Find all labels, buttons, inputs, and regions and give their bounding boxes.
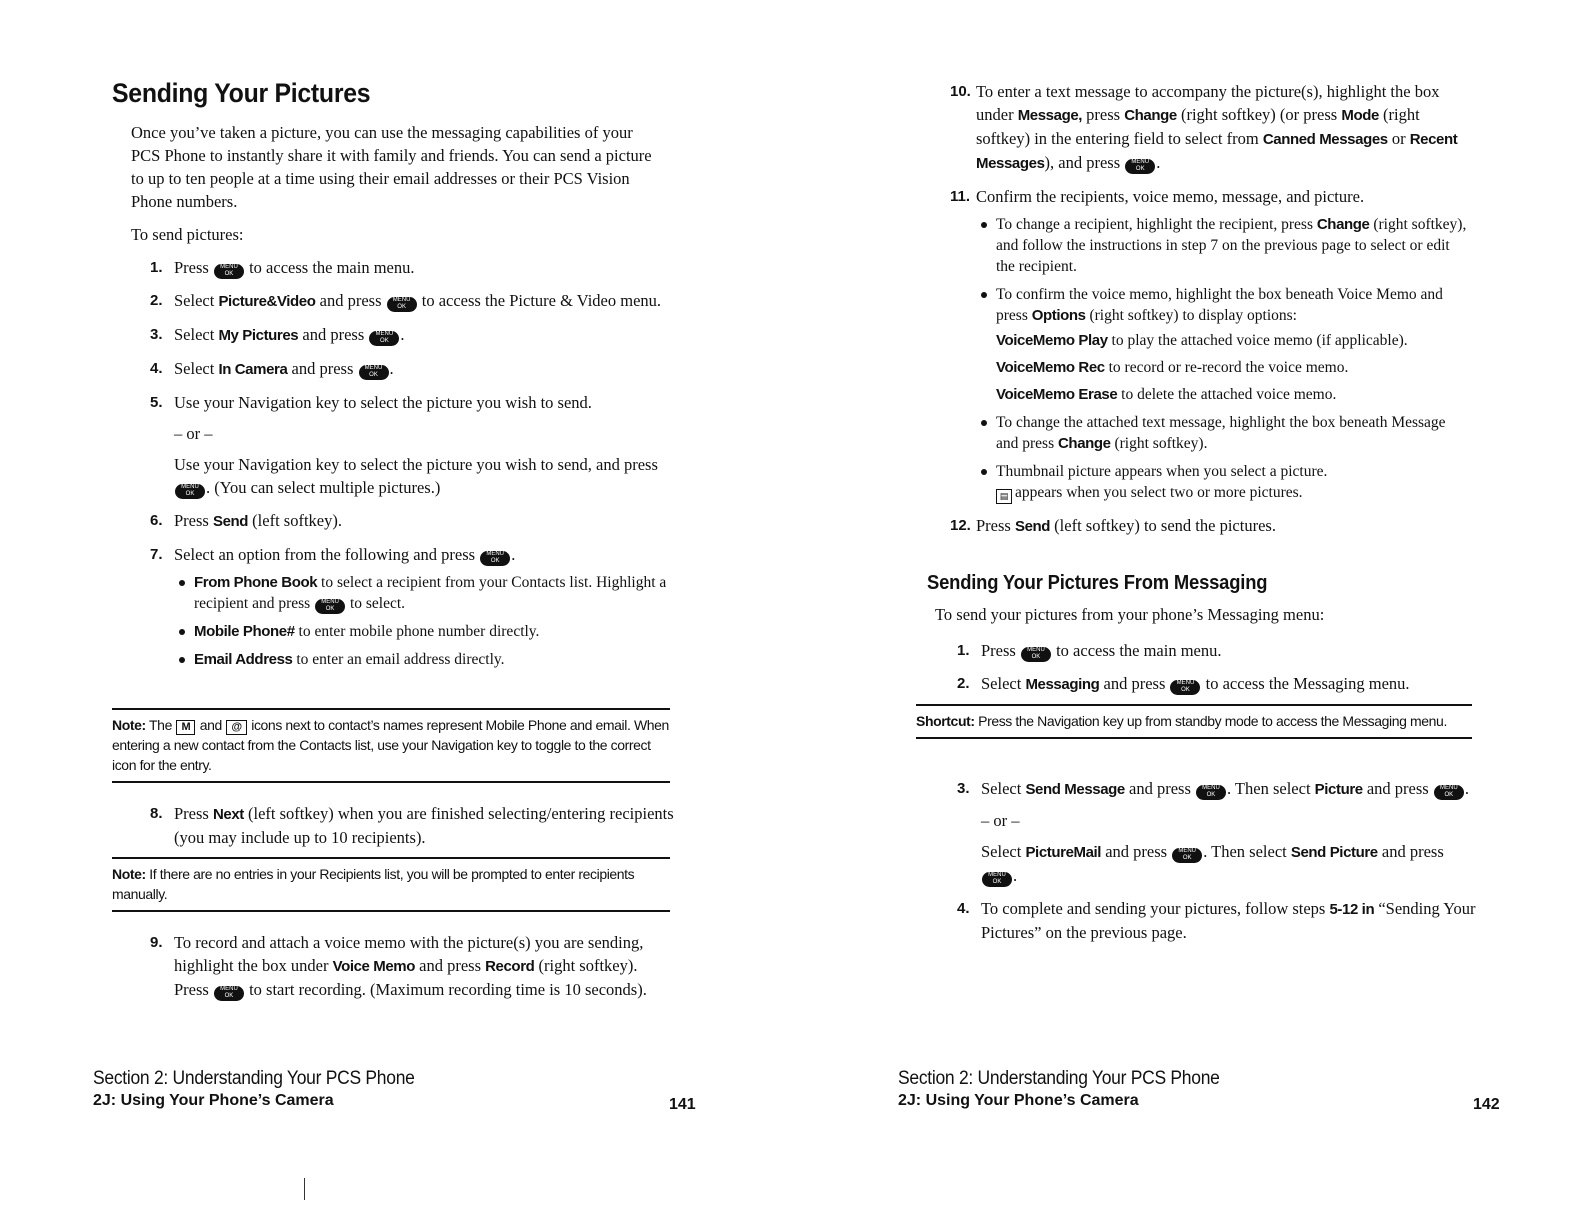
footer-section: Section 2: Understanding Your PCS Phone [93, 1068, 415, 1089]
messaging-section [927, 558, 1477, 626]
option-voicememo-erase: VoiceMemo Erase to delete the attached voice memo. [996, 386, 1337, 403]
bullet-thumbnail: Thumbnail picture appears when you select a picture. ▤ appears when you select two or more pictures. [976, 461, 1470, 504]
step-9: 9. To record and attach a voice memo with the picture(s) you are sending, highlight the box under Voice Memo and press Record (right softkey). Press MENU OK to start recording. (Maximum recording time is 10 seconds). [150, 933, 647, 999]
messaging-step-4: 4. To complete and sending your pictures, follow steps 5-12 in “Sending Your Pictures” on the previous page. [957, 899, 1476, 942]
step-10: 10. To enter a text message to accompany the picture(s), highlight the box under Message, press Change (right softkey) (or press Mode (right softkey) in the entering field to select from Canned Messages or Recent Messages), and press MENU OK . [950, 82, 1458, 172]
option-voicememo-rec: VoiceMemo Rec to record or re-record the voice memo. [996, 359, 1349, 376]
menu-ok-key-icon: MENU OK [315, 599, 345, 614]
bullet-change-recipient: To change a recipient, highlight the recipient, press Change (right softkey), and follow the instructions in step 7 on the previous page to select or edit the recipient. [976, 214, 1470, 277]
menu-ok-key-icon: MENU OK [175, 484, 205, 499]
bullet-change-message: To change the attached text message, highlight the box beneath Message and press Change (right softkey). [976, 412, 1470, 454]
menu-ok-key-icon: MENU OK [359, 365, 389, 380]
menu-ok-key-icon: MENU OK [1196, 785, 1226, 800]
page-number: 141 [669, 1096, 696, 1113]
section-subtitle: Sending Your Pictures From Messaging [927, 572, 1268, 594]
footer-chapter: 2J: Using Your Phone’s Camera [93, 1092, 334, 1109]
footer-chapter: 2J: Using Your Phone’s Camera [898, 1092, 1139, 1109]
lead-text: To send pictures: [131, 225, 244, 244]
steps-list-1 [150, 256, 675, 680]
steps-list-5 [957, 639, 1477, 706]
step-2: 2. Select Picture&Video and press MENU OK to access the Picture & Video menu. [150, 291, 662, 310]
multiple-pictures-icon: ▤ [996, 489, 1012, 504]
messaging-step-1: 1. Press MENU OK to access the main menu. [957, 641, 1222, 660]
messaging-step-2: 2. Select Messaging and press MENU OK to access the Messaging menu. [957, 674, 1410, 693]
steps-list-4 [950, 80, 1470, 548]
step-4: 4. Select In Camera and press MENU OK . [150, 359, 394, 378]
steps-list-3 [150, 931, 675, 1011]
intro-paragraph: Once you’ve taken a picture, you can use the messaging capabilities of your PCS Phone to instantly share it with family and friends. You can send a picture to up to ten people at a time using their email addresses or their PCS Vision Phone numbers. [131, 123, 652, 211]
menu-ok-key-icon: MENU OK [1021, 647, 1051, 662]
step-5: 5. Use your Navigation key to select the picture you wish to send. – or – Use your Navigation key to select the picture you wish to send, and press MENU OK . (You can select multiple pictures.) [150, 391, 675, 499]
menu-ok-key-icon: MENU OK [1434, 785, 1464, 800]
note-recipients: Note: If there are no entries in your Recipients list, you will be prompted to enter recipients manually. [112, 857, 670, 912]
menu-ok-key-icon: MENU OK [480, 551, 510, 566]
step-7: 7. Select an option from the following and press MENU OK . From Phone Book to select a recipient from your Contacts list. Highlight a recipient and press MENU OK to select. Mobile Phone# to enter mobile phone number directly. Email Address to enter an email address directly. [150, 543, 675, 670]
step-1: 1. Press MENU OK to access the main menu. [150, 258, 415, 277]
steps-list-2 [150, 802, 675, 859]
shortcut-note: Shortcut: Press the Navigation key up from standby mode to access the Messaging menu. [916, 704, 1472, 739]
crop-mark [304, 1178, 305, 1200]
step-11: 11. Confirm the recipients, voice memo, message, and picture. To change a recipient, highlight the recipient, press Change (right softkey), and follow the instructions in step 7 on the previous page to select or edit the recipient. To confirm the voice memo, highlight the box beneath Voice Memo and press Options (right softkey) to display options: VoiceMemo Play to play the attached voice memo (if applicable). VoiceMemo Rec to record or re-record the voice memo. VoiceMemo Erase to delete the attached voice memo. To change the attached text message, highlight the box beneath Message and press Change (right softkey). Thumbnail picture appears when you select a picture. ▤ appears when you select two or more pictures. [950, 185, 1470, 504]
footer [93, 1068, 443, 1110]
menu-ok-key-icon: MENU OK [1172, 848, 1202, 863]
step-12: 12. Press Send (left softkey) to send the pictures. [950, 516, 1276, 535]
steps-list-6 [957, 777, 1477, 954]
option-from-phone-book: From Phone Book to select a recipient from your Contacts list. Highlight a recipient and press MENU OK to select. [174, 572, 675, 614]
mobile-phone-icon: M [176, 720, 195, 735]
menu-ok-key-icon: MENU OK [369, 331, 399, 346]
or-separator: – or – [174, 424, 213, 443]
or-separator: – or – [981, 811, 1020, 830]
page-title: Sending Your Pictures [112, 78, 371, 108]
footer-section: Section 2: Understanding Your PCS Phone [898, 1068, 1220, 1089]
messaging-step-3: 3. Select Send Message and press MENU OK . Then select Picture and press MENU OK . – or – Select PictureMail and press MENU OK . Then select Send Picture and press MENU OK . [957, 777, 1477, 887]
page-number: 142 [1473, 1096, 1500, 1113]
option-voicememo-play: VoiceMemo Play to play the attached voice memo (if applicable). [996, 332, 1408, 349]
menu-ok-key-icon: MENU OK [387, 297, 417, 312]
menu-ok-key-icon: MENU OK [1125, 159, 1155, 174]
option-mobile-phone: Mobile Phone# to enter mobile phone number directly. [174, 621, 675, 642]
step-8: 8. Press Next (left softkey) when you are finished selecting/entering recipients (you may include up to 10 recipients). [150, 804, 674, 847]
menu-ok-key-icon: MENU OK [982, 872, 1012, 887]
menu-ok-key-icon: MENU OK [214, 264, 244, 279]
intro-block [131, 121, 661, 246]
footer [898, 1068, 1248, 1110]
step-3: 3. Select My Pictures and press MENU OK . [150, 325, 405, 344]
menu-ok-key-icon: MENU OK [1170, 680, 1200, 695]
messaging-lead: To send your pictures from your phone’s Messaging menu: [935, 605, 1325, 624]
step-6: 6. Press Send (left softkey). [150, 511, 342, 530]
bullet-confirm-voice-memo: To confirm the voice memo, highlight the box beneath Voice Memo and press Options (right softkey) to display options: VoiceMemo Play to play the attached voice memo (if applicable). VoiceMemo Rec to record or re-record the voice memo. VoiceMemo Erase to delete the attached voice memo. [976, 284, 1470, 405]
right-page [792, 0, 1584, 1224]
menu-ok-key-icon: MENU OK [214, 986, 244, 1001]
option-email-address: Email Address to enter an email address directly. [174, 649, 675, 670]
note-contact-icons: Note: The M and @ icons next to contact’s names represent Mobile Phone and email. When entering a new contact from the Contacts list, use your Navigation key to toggle to the correct icon for the entry. [112, 708, 670, 783]
email-icon: @ [226, 720, 246, 735]
